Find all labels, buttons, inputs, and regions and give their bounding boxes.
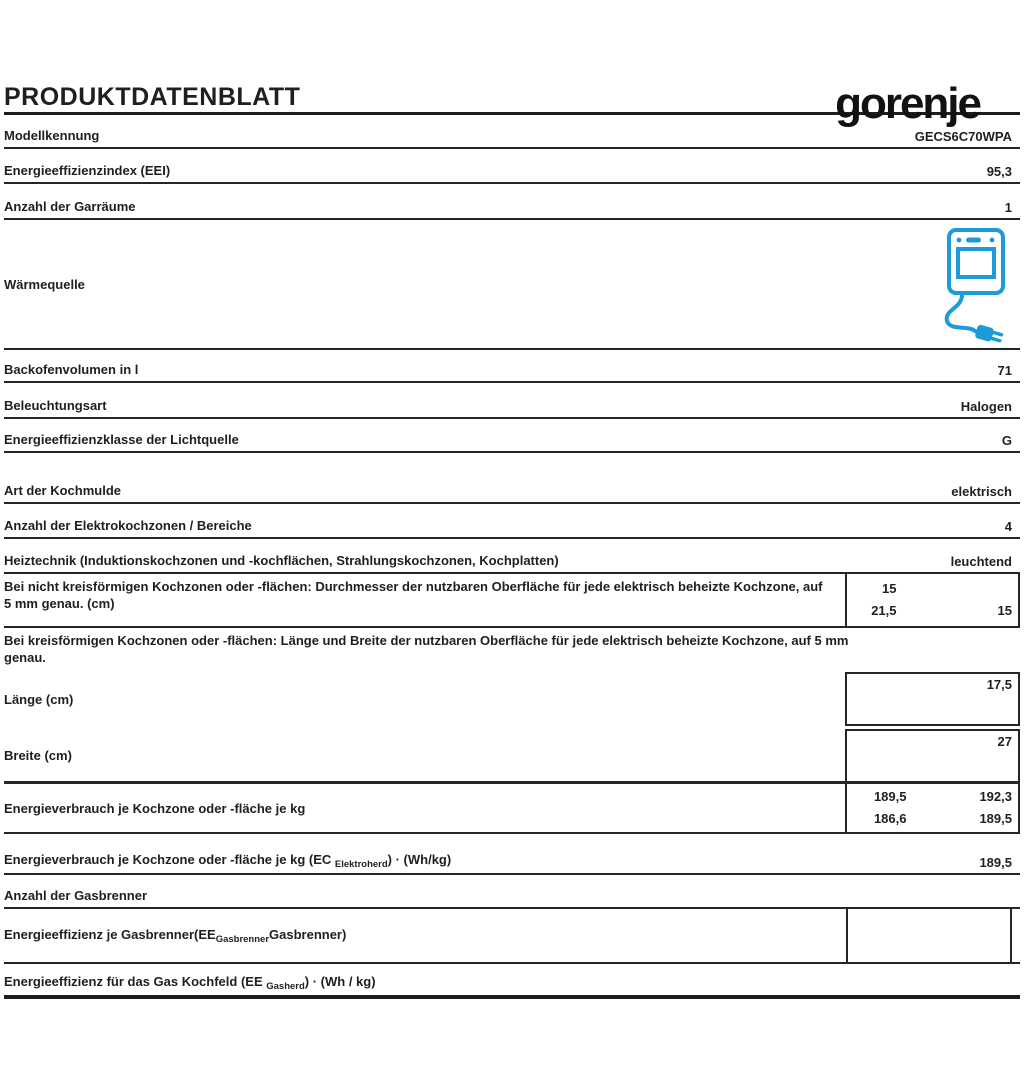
energieverbrauch-values-box [845,784,1020,832]
row-heiztechnik [4,539,1020,574]
laenge-value-box [845,672,1020,726]
row-value: GECS6C70WPA [914,129,1012,144]
row-energieeffizienzindex [4,149,1020,184]
row-laenge [4,672,1020,726]
durchmesser-value: 21,5 [871,603,897,619]
oven-with-power-plug-icon [938,227,1008,345]
row-label: Beleuchtungsart [4,398,107,413]
row-value: 189,5 [979,855,1012,870]
row-label: Backofenvolumen in l [4,362,139,377]
row-kochmulde-art [4,469,1020,504]
row-value: G [1001,433,1012,448]
row-value: 1 [1004,200,1012,215]
row-label: Heiztechnik (Induktionskochzonen und -kochflächen, Strahlungskochzonen, Kochplatten) [4,553,559,568]
label-text: Energieverbrauch je Kochzone oder -fläche je kg (EC [4,852,335,867]
row-label [4,851,451,870]
row-beleuchtungsart [4,383,1020,419]
row-label: Energieeffizienzindex (EEI) [4,163,171,178]
row-label: Anzahl der Gasbrenner [4,888,148,903]
label-text: Gasbrenner) [269,927,347,942]
durchmesser-value: 15 [997,603,1012,619]
row-kreisfoermig [4,628,1020,672]
row-label: Bei nicht kreisförmigen Kochzonen oder -flächen: Durchmesser der nutzbaren Oberfläche für jede elektrisch beheizte Kochzone, auf 5 mm genau. (cm) [4,579,823,611]
row-breite [4,729,1020,784]
row-value: leuchtend [950,554,1012,569]
row-nicht-kreisfoermig [4,574,1020,628]
row-label: Modellkennung [4,128,100,143]
label-subscript: Gasherd [266,981,305,992]
energieverbrauch-value: 189,5 [979,810,1012,826]
row-gasbrenner-ee [4,909,1020,964]
gasbrenner-ee-empty-box [846,909,1012,962]
row-lichtquelle-klasse [4,419,1020,453]
label-text: ) · (Wh/kg) [387,852,452,867]
row-value: 4 [1004,519,1012,534]
row-value: elektrisch [951,484,1012,499]
breite-value-box [845,729,1020,781]
row-waermequelle [4,220,1020,350]
row-gasbrenner-anzahl [4,875,1020,909]
row-label: Energieeffizienzklasse der Lichtquelle [4,432,239,447]
gorenje-logo: gorenje [835,79,980,128]
energieverbrauch-value: 186,6 [873,810,907,826]
product-datasheet-page [4,79,1020,999]
row-value: 71 [997,363,1012,378]
label-text: Energieeffizienz für das Gas Kochfeld (EE [4,974,267,989]
row-label [4,973,376,992]
row-value: 95,3 [986,164,1012,179]
label-subscript: Gasbrenner [215,934,270,945]
row-backofenvolumen [4,350,1020,383]
row-elektrokochzonen [4,504,1020,539]
row-label: Breite (cm) [4,747,72,763]
row-label: Art der Kochmulde [4,483,122,498]
row-label: Anzahl der Elektrokochzonen / Bereiche [4,518,252,533]
label-subscript: Elektroherd [334,859,388,870]
row-label: Energieverbrauch je Kochzone oder -fläche je kg [4,800,306,816]
row-value: Halogen [960,399,1012,414]
label-text: ) · (Wh / kg) [304,974,376,989]
energieverbrauch-value: 189,5 [873,789,907,805]
page-title: PRODUKTDATENBLATT [4,85,1020,115]
durchmesser-value [933,581,1019,597]
durchmesser-value: 15 [882,580,897,596]
row-label: Bei kreisförmigen Kochzonen oder -flächen: Länge und Breite der nutzbaren Oberfläche für jede elektrisch beheizte Kochzone, auf 5 mm genau. [4,633,849,665]
energieverbrauch-value: 192,3 [979,789,1012,805]
breite-value: 27 [997,734,1012,749]
row-label: Anzahl der Garräume [4,199,136,214]
row-energieverbrauch-ec [4,834,1020,875]
row-label [4,926,346,945]
row-garraeume [4,184,1020,220]
label-text: Energieeffizienz je Gasbrenner(EE [4,927,216,942]
row-label: Länge (cm) [4,691,74,707]
laenge-value: 17,5 [986,677,1012,692]
row-energieverbrauch-kg [4,784,1020,834]
row-label: Wärmequelle [4,276,85,292]
durchmesser-values-box [845,574,1020,626]
